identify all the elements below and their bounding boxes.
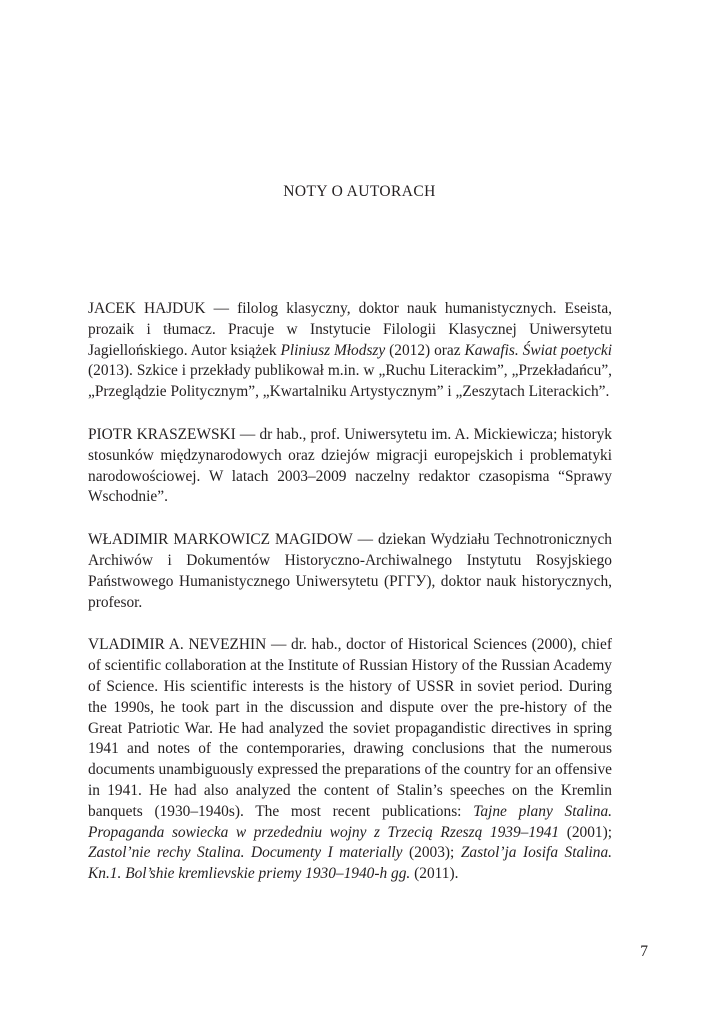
author-note-magidow [88, 530, 612, 613]
note-text: JACEK HAJDUK — filolog klasyczny, doktor nauk humanistycznych. Eseista, prozaik i tłumacz. Pracuje w Instytucie Filologii Klasycznej Uniwersytetu Jagiellońskiego. Autor książek [88, 300, 612, 359]
author-notes [88, 299, 612, 907]
publication-title: Pliniusz Młodszy [280, 341, 386, 359]
publication-title: Tajne plany Stalina. Propaganda sowiecka w przededniu wojny z Trzecią Rzeszą 1939–1941 [88, 802, 612, 841]
author-note-nevezhin [88, 635, 612, 885]
note-text: WŁADIMIR MARKOWICZ MAGIDOW — dziekan Wydziału Technotronicznych Archiwów i Dokumentów Historyczno-Archiwalnego Instytutu Rosyjskiego Państwowego Humanistycznego Uniwersytetu (РГГУ), doktor nauk historycznych, profesor. [88, 531, 612, 611]
note-text: PIOTR KRASZEWSKI — dr hab., prof. Uniwersytetu im. A. Mickiewicza; historyk stosunków międzynarodowych oraz dziejów migracji europejskich i problematyki narodowościowej. W latach 2003–2009 naczelny redaktor czasopisma “Sprawy Wschodnie”. [88, 425, 612, 506]
note-text: (2011). [410, 865, 459, 883]
note-text: VLADIMIR A. NEVEZHIN — dr. hab., doctor of Historical Sciences (2000), chief of scientific collaboration at the Institute of Russian History of the Russian Academy of Science. His scientific interests is the history of USSR in soviet period. During the 1990s, he took part in the discussion and dispute over the pre-history of the Great Patriotic War. He had analyzed the soviet propagandistic directives in spring 1941 and notes of the contemporaries, drawing conclusions that the numerous documents unambiguously expressed the preparations of the country for an offensive in 1941. He had also analyzed the content of Stalin’s speeches on the Kremlin banquets (1930–1940s). The most recent publications: [88, 636, 612, 820]
note-text: (2003); [402, 844, 461, 862]
page-title: NOTY O AUTORACH [283, 183, 436, 200]
page-number: 7 [640, 943, 648, 960]
note-text: (2013). Szkice i przekłady publikował m.in. w „Ruchu Literackim”, „Przekładańcu”, „Przeglądzie Politycznym”, „Kwartalniku Artystycznym” i „Zeszytach Literackich”. [88, 362, 612, 401]
publication-title: Zastol’nie rechy Stalina. Documenty I materially [88, 844, 403, 862]
publication-title: Kawafis. Świat poetycki [464, 341, 613, 359]
note-text: (2001); [559, 823, 613, 841]
note-text: (2012) oraz [385, 341, 465, 359]
author-note-kraszewski [88, 425, 612, 508]
author-note-hajduk [88, 299, 612, 403]
publication-title: Zastol’ja Iosifa Stalina. Kn.1. Bol’shie kremlievskie priemy 1930–1940-h gg. [88, 844, 612, 883]
